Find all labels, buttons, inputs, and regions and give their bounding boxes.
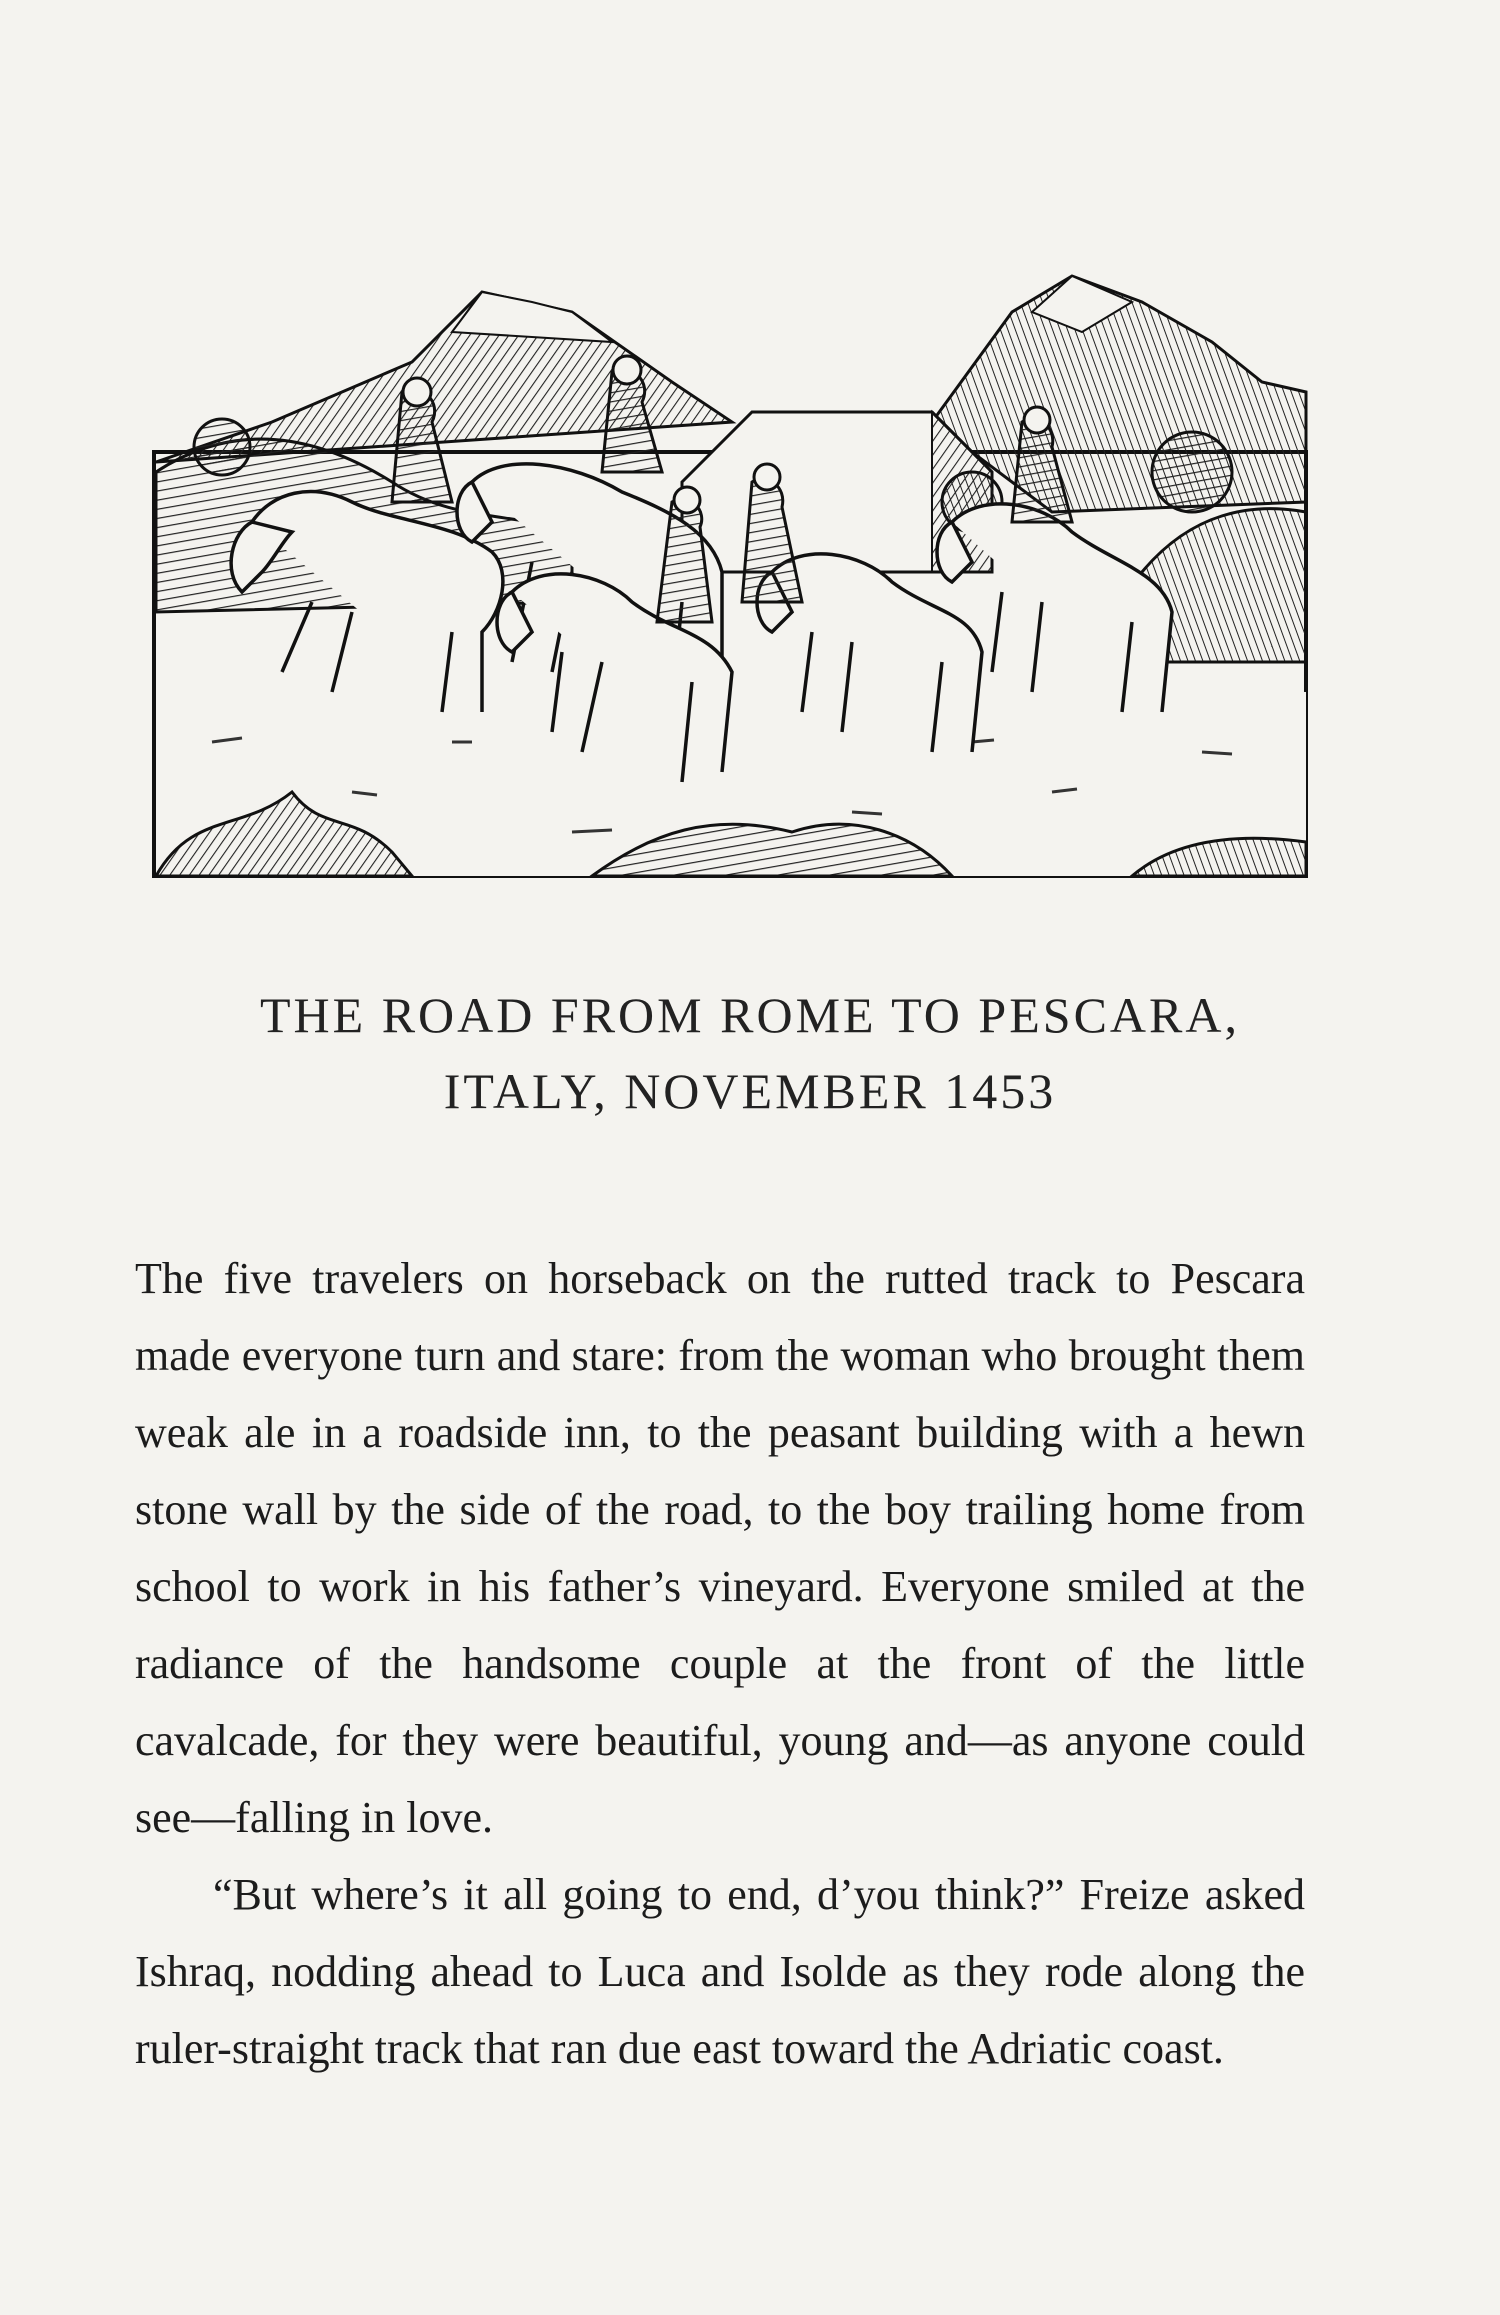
chapter-heading-line1: THE ROAD FROM ROME TO PESCARA,: [260, 987, 1240, 1043]
body-text: [135, 1240, 1305, 2087]
woodcut-illustration: [152, 272, 1308, 880]
travelers-woodcut-icon: [152, 272, 1308, 880]
paragraph: “But where’s it all going to end, d’you think?” Freize asked Ishraq, nodding ahead to Luca and Isolde as they rode along the ruler-straight track that ran due east toward the Adriatic coast.: [135, 1870, 1305, 2073]
chapter-heading-line2: ITALY, NOVEMBER 1453: [443, 1063, 1057, 1119]
paragraph: The five travelers on horseback on the rutted track to Pescara made everyone turn and stare: from the woman who brought them weak ale in a roadside inn, to the peasant building with a hewn stone wall by the side of the road, to the boy trailing home from school to work in his father’s vineyard. Everyone smiled at the radiance of the handsome couple at the front of the little cavalcade, for they were beautiful, young and—as anyone could see—falling in love.: [135, 1254, 1305, 1842]
